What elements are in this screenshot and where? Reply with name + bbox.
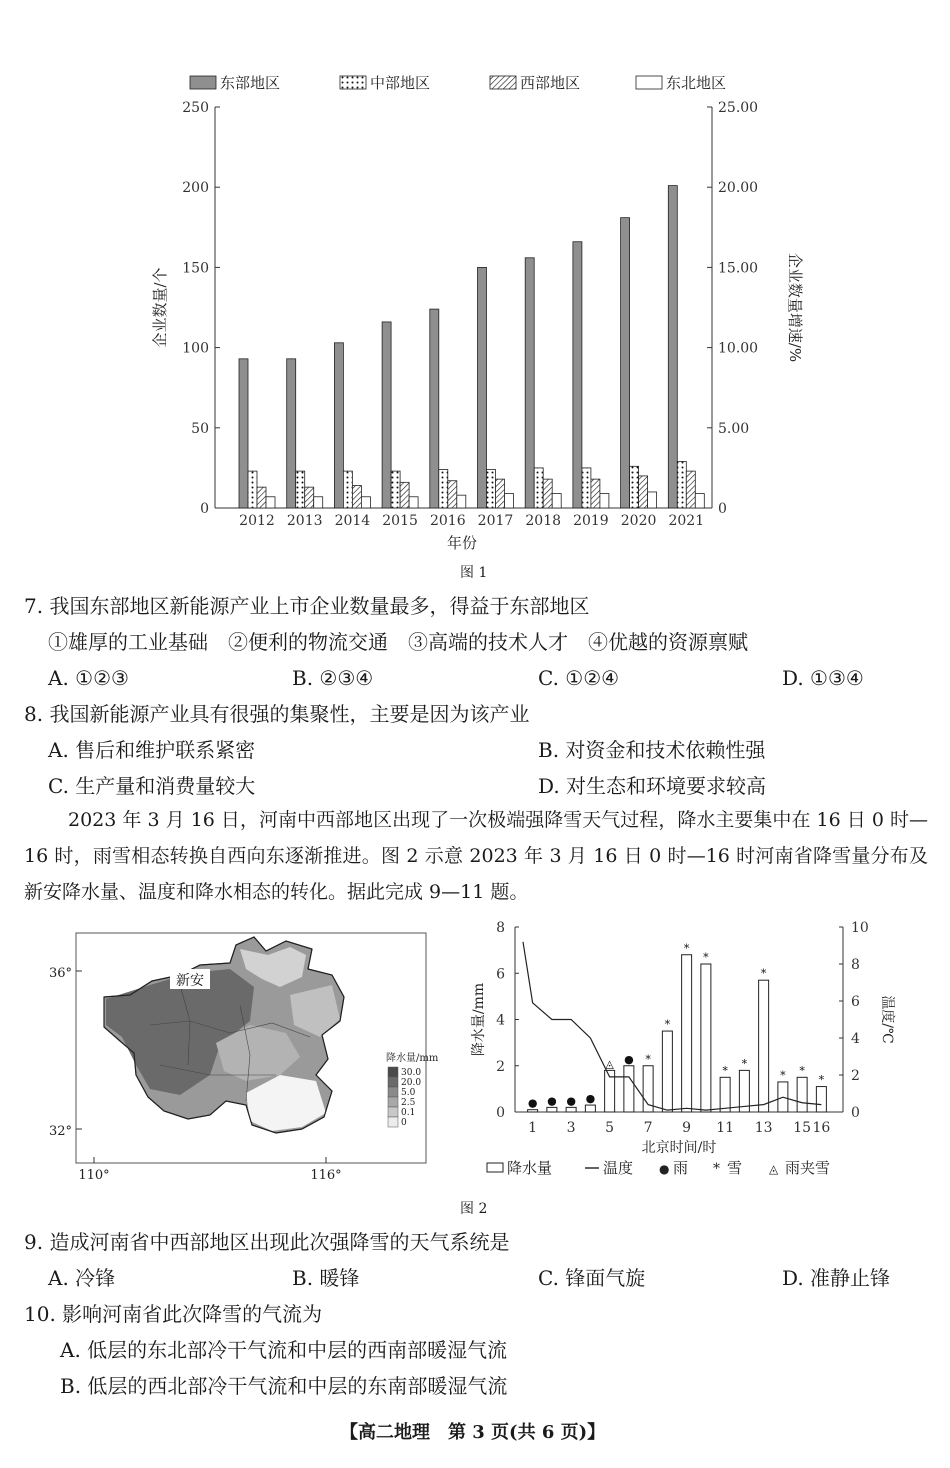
figure1-chart <box>0 60 950 560</box>
lon-label: 116° <box>310 1168 342 1183</box>
fig2-precip-bar <box>585 1105 595 1112</box>
fig2-precip-bar <box>682 955 692 1112</box>
fig1-xtick-label: 2021 <box>668 513 705 529</box>
fig1-ytick-label: 200 <box>182 180 209 197</box>
fig1-xtick-label: 2016 <box>429 513 466 529</box>
q9-option-a[interactable]: A. 冷锋 <box>48 1266 116 1290</box>
page-footer: 【高二地理 第 3 页(共 6 页)】 <box>340 1422 606 1443</box>
fig1-xtick-label: 2013 <box>286 513 323 529</box>
fig1-legend-swatch <box>190 76 216 89</box>
map-legend-swatch <box>388 1067 398 1077</box>
fig1-bar <box>621 218 630 508</box>
fig2-xtick-label: 5 <box>605 1120 615 1136</box>
fig1-bar <box>409 497 418 508</box>
fig1-bar <box>257 487 266 508</box>
fig2-y2tick-label: 2 <box>851 1068 860 1084</box>
fig1-bar <box>334 343 343 508</box>
fig2-phase-symbol: ● <box>527 1096 538 1110</box>
map-legend-value: 0 <box>401 1118 407 1128</box>
fig1-bar <box>648 492 657 508</box>
q8-option-c[interactable]: C. 生产量和消费量较大 <box>48 774 256 798</box>
fig2-ytick-label: 6 <box>496 966 505 983</box>
fig2-precip-bar <box>662 1031 672 1112</box>
fig1-bar <box>343 471 352 508</box>
fig2-precip-bar <box>816 1087 826 1112</box>
map-legend-value: 30.0 <box>401 1068 422 1078</box>
fig1-legend-label: 东北地区 <box>666 74 727 92</box>
fig2-y2tick-label: 6 <box>851 994 860 1010</box>
fig2-phase-symbol: * <box>722 1064 728 1078</box>
fig2-phase-symbol: * <box>664 1018 671 1032</box>
fig1-bar <box>496 479 505 508</box>
fig1-y2tick-label: 0 <box>718 501 727 517</box>
map-legend-swatch <box>388 1117 398 1127</box>
fig1-bar <box>630 466 639 508</box>
fig1-legend-swatch <box>340 76 366 89</box>
fig1-legend-label: 东部地区 <box>220 74 281 92</box>
fig2-xtick-label: 16 <box>812 1120 831 1136</box>
fig1-ytick-label: 50 <box>191 420 209 437</box>
fig2-phase-symbol: * <box>818 1073 825 1087</box>
fig2-phase-symbol: ● <box>585 1092 596 1106</box>
fig2-xtick-label: 11 <box>716 1120 735 1136</box>
fig2-y2tick-label: 10 <box>851 920 869 936</box>
fig2-phase-symbol: ◬ <box>605 1057 614 1071</box>
fig1-bar <box>305 487 314 508</box>
fig2-xlabel: 北京时间/时 <box>641 1140 717 1156</box>
figure2-chart <box>455 915 905 1190</box>
q7-option-a[interactable]: A. ①②③ <box>48 666 129 690</box>
fig2-legend-bar-swatch <box>487 1163 503 1172</box>
q8-option-a[interactable]: A. 售后和维护联系紧密 <box>48 738 256 762</box>
q8-stem: 8. 我国新能源产业具有很强的集聚性，主要是因为该产业 <box>24 702 530 726</box>
fig2-xtick-label: 9 <box>682 1120 692 1136</box>
fig2-xtick-label: 3 <box>566 1120 576 1136</box>
fig2-xtick-label: 7 <box>643 1120 653 1136</box>
fig1-bar <box>505 494 514 508</box>
lat-label: 32° <box>48 1124 72 1139</box>
figure1-caption: 图 1 <box>460 565 488 581</box>
fig1-ytick-label: 100 <box>182 340 209 357</box>
q9-option-c[interactable]: C. 锋面气旋 <box>538 1266 646 1290</box>
q7-stem: 7. 我国东部地区新能源产业上市企业数量最多，得益于东部地区 <box>24 594 590 618</box>
map-legend-title: 降水量/mm <box>386 1053 439 1064</box>
fig1-bar <box>248 471 257 508</box>
fig1-bar <box>534 468 543 508</box>
fig2-xtick-label: 13 <box>754 1120 773 1136</box>
fig1-xtick-label: 2020 <box>620 513 657 529</box>
fig1-bar <box>382 322 391 508</box>
q10-stem: 10. 影响河南省此次降雪的气流为 <box>24 1302 323 1326</box>
q10-option-a[interactable]: A. 低层的东北部冷干气流和中层的西南部暖湿气流 <box>60 1338 508 1362</box>
fig1-bar <box>639 476 648 508</box>
fig1-bar <box>296 471 305 508</box>
map-legend-value: 0.1 <box>401 1108 416 1118</box>
fig2-phase-symbol: * <box>799 1064 805 1078</box>
fig2-phase-symbol: * <box>741 1057 748 1071</box>
fig2-legend-label: 雨夹雪 <box>785 1159 831 1177</box>
fig1-bar <box>582 468 591 508</box>
fig2-legend-label: 降水量 <box>507 1159 553 1177</box>
fig1-bar <box>552 494 561 508</box>
fig1-xtick-label: 2014 <box>334 513 371 529</box>
fig2-y2label: 温度/℃ <box>879 995 895 1044</box>
fig1-bar <box>600 494 609 508</box>
fig2-phase-symbol: * <box>645 1052 651 1066</box>
fig2-xtick-label: 1 <box>528 1120 538 1136</box>
fig1-y2tick-label: 25.00 <box>718 100 759 116</box>
map-legend-swatch <box>388 1077 398 1087</box>
passage-text: 2023 年 3 月 16 日，河南中西部地区出现了一次极端强降雪天气过程，降水主要集中在 16 日 0 时—16 时，雨雪相态转换自西向东逐渐推进。图 2 示意 2023 年 3 月 16 日 0 时—16 时河南省降雪量分布及新安降水量、温度和降水相态的转化。据此完成 9—11 题。 <box>24 809 928 903</box>
fig2-y2tick-label: 4 <box>851 1031 860 1047</box>
map-legend-swatch <box>388 1087 398 1097</box>
fig2-ytick-label: 4 <box>496 1012 505 1029</box>
fig2-precip-bar <box>701 964 711 1112</box>
fig2-precip-bar <box>566 1107 576 1112</box>
fig1-bar <box>677 461 686 508</box>
fig2-precip-bar <box>624 1066 634 1112</box>
fig2-precip-bar <box>528 1110 538 1112</box>
q9-option-b[interactable]: B. 暖锋 <box>292 1266 360 1290</box>
fig1-bar <box>525 258 534 508</box>
fig2-phase-symbol: * <box>703 951 709 964</box>
fig1-bar <box>239 359 248 508</box>
fig2-phase-symbol: * <box>683 941 690 955</box>
fig2-phase-symbol: * <box>780 1068 786 1082</box>
map-legend-swatch <box>388 1097 398 1107</box>
fig2-legend-snow-symbol: * <box>713 1161 720 1177</box>
fig1-bar <box>439 470 448 508</box>
fig1-legend-label: 西部地区 <box>520 74 581 92</box>
fig1-bar <box>695 494 704 508</box>
q7-option-b[interactable]: B. ②③④ <box>292 666 374 690</box>
fig1-bar <box>543 479 552 508</box>
fig2-y2tick-label: 8 <box>851 957 860 973</box>
figure2-map <box>40 925 440 1190</box>
fig1-bar <box>487 470 496 508</box>
fig1-ytick-label: 250 <box>182 100 209 116</box>
fig1-bar <box>361 497 370 508</box>
lat-label: 36° <box>48 966 72 981</box>
fig2-legend-label: 雨 <box>673 1159 689 1177</box>
q10-option-b[interactable]: B. 低层的西北部冷干气流和中层的东南部暖湿气流 <box>60 1374 508 1398</box>
fig1-ytick-label: 0 <box>200 501 209 517</box>
fig1-legend-swatch <box>490 76 516 89</box>
fig2-ylabel: 降水量/mm <box>471 982 487 1057</box>
fig1-xtick-label: 2012 <box>239 513 275 529</box>
fig2-ytick-label: 2 <box>496 1058 505 1075</box>
fig1-xtick-label: 2019 <box>573 513 609 529</box>
figure2-caption: 图 2 <box>460 1201 488 1217</box>
fig1-bar <box>457 495 466 508</box>
fig2-legend-rain-symbol: ● <box>659 1162 670 1176</box>
lon-label: 110° <box>78 1168 110 1183</box>
city-label-xinan: 新安 <box>176 973 204 989</box>
fig2-phase-symbol: * <box>760 967 767 981</box>
fig1-ylabel: 企业数量/个 <box>151 267 169 348</box>
fig1-bar <box>352 486 361 508</box>
q7-option-c[interactable]: C. ①②④ <box>538 666 620 690</box>
fig1-bar <box>266 497 275 508</box>
fig1-bar <box>573 242 582 508</box>
q8-option-d[interactable]: D. 对生态和环境要求较高 <box>538 774 767 798</box>
q9-option-d[interactable]: D. 准静止锋 <box>782 1266 891 1290</box>
fig2-legend-label: 温度 <box>603 1159 634 1177</box>
fig1-bar <box>686 471 695 508</box>
fig1-bar <box>478 267 487 508</box>
fig2-phase-symbol: ● <box>547 1094 557 1108</box>
fig2-legend-label: 雪 <box>727 1159 743 1177</box>
fig2-ytick-label: 8 <box>496 920 505 936</box>
map-legend-value: 2.5 <box>401 1098 416 1108</box>
fig1-y2tick-label: 20.00 <box>718 180 759 197</box>
fig1-xtick-label: 2015 <box>382 513 418 529</box>
q7-option-d[interactable]: D. ①③④ <box>782 666 864 690</box>
q9-stem: 9. 造成河南省中西部地区出现此次强降雪的天气系统是 <box>24 1230 510 1254</box>
fig1-y2tick-label: 15.00 <box>718 260 759 277</box>
fig1-legend-label: 中部地区 <box>370 74 431 92</box>
fig1-xtick-label: 2017 <box>477 513 514 529</box>
fig2-y2tick-label: 0 <box>851 1105 860 1121</box>
fig1-bar <box>668 186 677 508</box>
map-legend-value: 20.0 <box>401 1078 422 1088</box>
fig2-phase-symbol: ● <box>566 1094 576 1108</box>
fig1-bar <box>448 481 457 508</box>
fig1-bar <box>591 479 600 508</box>
map-legend-value: 5.0 <box>401 1088 416 1098</box>
fig2-phase-symbol: ● <box>624 1052 634 1066</box>
fig1-xtick-label: 2018 <box>525 513 562 529</box>
fig1-y2label: 企业数量增速/% <box>786 252 804 363</box>
fig2-ytick-label: 0 <box>496 1105 505 1121</box>
fig2-precip-bar <box>547 1107 557 1112</box>
fig1-y2tick-label: 5.00 <box>718 420 750 437</box>
fig1-legend-swatch <box>636 76 662 89</box>
fig1-bar <box>391 471 400 508</box>
map-legend-swatch <box>388 1107 398 1117</box>
fig2-precip-bar <box>720 1077 730 1112</box>
fig1-bar <box>430 309 439 508</box>
fig2-precip-bar <box>797 1077 807 1112</box>
q8-option-b[interactable]: B. 对资金和技术依赖性强 <box>538 738 766 762</box>
fig1-y2tick-label: 10.00 <box>718 340 759 357</box>
fig1-xlabel: 年份 <box>446 534 478 552</box>
fig1-bar <box>314 497 323 508</box>
q7-items: ①雄厚的工业基础 ②便利的物流交通 ③高端的技术人才 ④优越的资源禀赋 <box>48 630 748 654</box>
fig1-ytick-label: 150 <box>182 260 209 277</box>
fig2-legend-sleet-symbol: ◬ <box>769 1162 779 1176</box>
fig2-precip-bar <box>759 980 769 1112</box>
fig1-bar <box>400 482 409 508</box>
fig1-bar <box>287 359 296 508</box>
fig2-xtick-label: 15 <box>793 1120 812 1136</box>
